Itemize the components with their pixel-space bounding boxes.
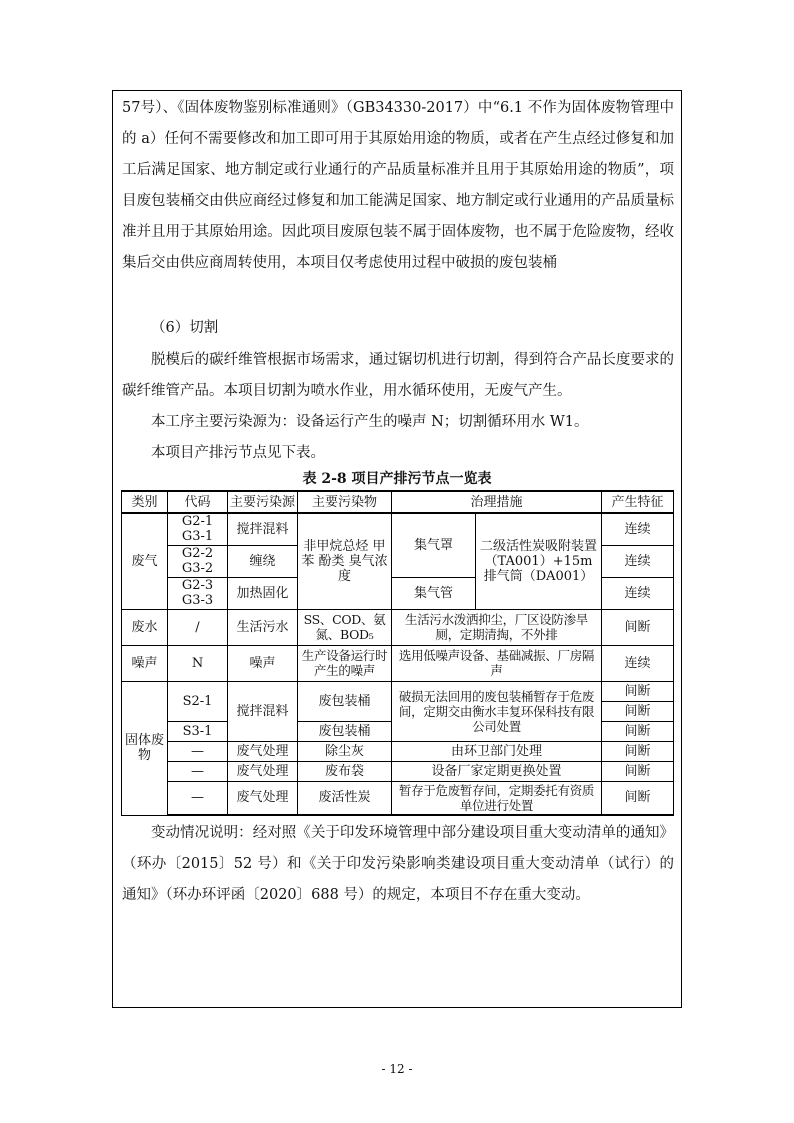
page-number: - 12 - <box>381 1062 413 1076</box>
feature-cell: 间断 <box>602 761 674 781</box>
table-caption: 表 2-8 项目产排污节点一览表 <box>302 471 492 487</box>
paragraph-table-intro <box>122 438 674 469</box>
table-row <box>122 781 674 815</box>
source-cell: 搅拌混料 <box>228 513 298 545</box>
code-cell: G2-1 G3-1 <box>168 513 228 545</box>
feature-cell: 间断 <box>602 721 674 741</box>
paragraph-text: 本项目产排污节点见下表。 <box>151 445 325 461</box>
change-note <box>122 818 674 911</box>
pollution-nodes-table <box>121 490 674 816</box>
paragraph-cutting <box>122 345 674 407</box>
gas-pollutants-cell: 非甲烷总烃 甲苯 酚类 臭气浓度 <box>298 513 392 609</box>
source-cell: 废气处理 <box>228 741 298 761</box>
table-row <box>122 761 674 781</box>
pollutant-cell: SS、COD、氨氮、BOD₅ <box>298 609 392 645</box>
feature-cell: 间断 <box>602 681 674 701</box>
paragraph-text: 脱模后的碳纤维管根据市场需求，通过锯切机进行切割，得到符合产品长度要求的碳纤维管产品。本项目切割为喷水作业，用水循环使用，无废气产生。 <box>122 352 674 399</box>
pollutant-cell: 废布袋 <box>298 761 392 781</box>
measure-cell: 由环卫部门处理 <box>392 741 602 761</box>
source-cell: 废气处理 <box>228 761 298 781</box>
source-cell: 缠绕 <box>228 545 298 577</box>
paragraph-pollution-source <box>122 407 674 438</box>
feature-cell: 连续 <box>602 545 674 577</box>
table-header-row <box>122 491 674 513</box>
paragraph-text: 本工序主要污染源为：设备运行产生的噪声 N；切割循环用水 W1。 <box>151 414 589 430</box>
code-cell: S3-1 <box>168 721 228 741</box>
table-row <box>122 681 674 701</box>
pollutant-cell: 除尘灰 <box>298 741 392 761</box>
feature-cell: 间断 <box>602 781 674 815</box>
feature-cell: 间断 <box>602 741 674 761</box>
code-cell: / <box>168 609 228 645</box>
header-feature: 产生特征 <box>602 491 674 513</box>
code-cell: G2-2 G3-2 <box>168 545 228 577</box>
code-cell: — <box>168 781 228 815</box>
header-category: 类别 <box>122 491 168 513</box>
pollutant-cell: 废包装桶 <box>298 721 392 741</box>
pollutant-cell: 废活性炭 <box>298 781 392 815</box>
paragraph-solid-waste-standard <box>122 93 674 279</box>
feature-cell: 连续 <box>602 577 674 609</box>
category-water: 废水 <box>122 609 168 645</box>
table-row <box>122 513 674 545</box>
gas-treatment-cell: 二级活性炭吸附装置（TA001）+15m 排气筒（DA001） <box>476 513 602 609</box>
category-solid: 固体废物 <box>122 681 168 815</box>
measure-cell: 生活污水泼洒抑尘，厂区设防渗旱厕，定期清掏，不外排 <box>392 609 602 645</box>
gas-collect-pipe-cell: 集气管 <box>392 577 476 609</box>
pollutant-cell: 生产设备运行时产生的噪声 <box>298 645 392 681</box>
source-cell: 搅拌混料 <box>228 681 298 741</box>
table-row <box>122 609 674 645</box>
heading-text: （6）切割 <box>151 320 219 336</box>
header-measure: 治理措施 <box>392 491 602 513</box>
bucket-measure-cell: 破损无法回用的废包装桶暂存于危废间，定期交由衡水丰复环保科技有限公司处置 <box>392 681 602 741</box>
header-code: 代码 <box>168 491 228 513</box>
measure-cell: 选用低噪声设备、基础减振、厂房隔声 <box>392 645 602 681</box>
source-cell: 生活污水 <box>228 609 298 645</box>
note-text: 变动情况说明：经对照《关于印发环境管理中部分建设项目重大变动清单的通知》（环办〔2015〕52 号）和《关于印发污染影响类建设项目重大变动清单（试行）的通知》（环办环评函〔2020〕688 号）的规定，本项目不存在重大变动。 <box>122 825 674 903</box>
code-cell: G2-3 G3-3 <box>168 577 228 609</box>
section-heading-cutting <box>122 313 674 344</box>
pollutant-cell: 废包装桶 <box>298 681 392 721</box>
feature-cell: 连续 <box>602 645 674 681</box>
feature-cell: 间断 <box>602 701 674 721</box>
header-pollutant: 主要污染物 <box>298 491 392 513</box>
table-row <box>122 645 674 681</box>
source-cell: 加热固化 <box>228 577 298 609</box>
category-noise: 噪声 <box>122 645 168 681</box>
code-cell: N <box>168 645 228 681</box>
measure-cell: 设备厂家定期更换处置 <box>392 761 602 781</box>
source-cell: 废气处理 <box>228 781 298 815</box>
header-source: 主要污染源 <box>228 491 298 513</box>
feature-cell: 间断 <box>602 609 674 645</box>
code-cell: — <box>168 761 228 781</box>
gas-collect-hood-cell: 集气罩 <box>392 513 476 577</box>
code-cell: S2-1 <box>168 681 228 721</box>
category-gas: 废气 <box>122 513 168 609</box>
measure-cell: 暂存于危废暂存间，定期委托有资质单位进行处置 <box>392 781 602 815</box>
table-row <box>122 741 674 761</box>
code-cell: — <box>168 741 228 761</box>
feature-cell: 连续 <box>602 513 674 545</box>
source-cell: 噪声 <box>228 645 298 681</box>
paragraph-text: 57号）、《固体废物鉴别标准通则》（GB34330-2017）中“6.1 不作为固体废物管理中的 a）任何不需要修改和加工即可用于其原始用途的物质，或者在产生点经过修复和加工后满足国家、地方制定或行业通行的产品质量标准并且用于其原始用途的物质”，项目废包装桶交由供应商经过修复和加工能满足国家、地方制定或行业通用的产品质量标准并且用于其原始用途。因此项目废原包装不属于固体废物，也不属于危险废物，经收集后交由供应商周转使用，本项目仅考虑使用过程中破损的废包装桶 <box>122 100 674 271</box>
